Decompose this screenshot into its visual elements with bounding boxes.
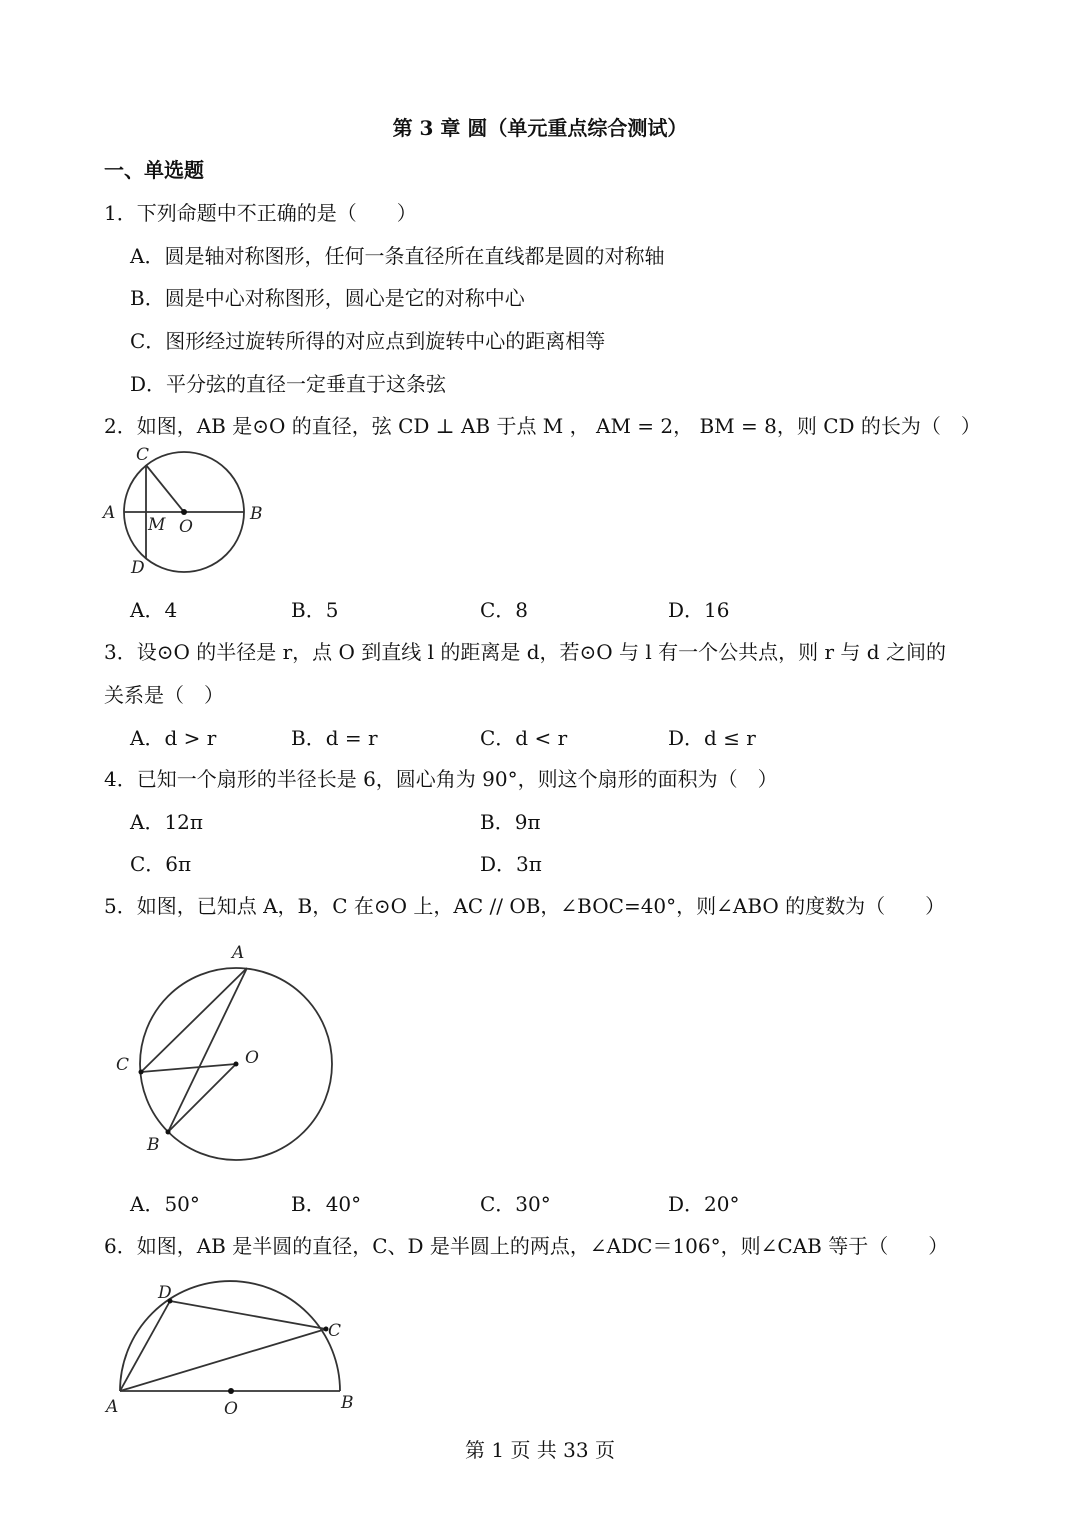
label-b: B [147, 1135, 160, 1155]
question-3-option-b: B．d = r [291, 726, 378, 750]
segment-ob [168, 1064, 236, 1132]
question-5-stem: 5．如图，已知点 A，B，C 在⊙O 上，AC // OB，∠BOC=40°，则∠ABO 的度数为（ ） [104, 894, 946, 918]
label-o: O [179, 517, 193, 537]
question-3-option-a: A．d > r [130, 726, 217, 750]
label-c: C [116, 1055, 130, 1075]
label-b: B [341, 1393, 354, 1413]
question-2-stem: 2．如图，AB 是⊙O 的直径，弦 CD ⊥ AB 于点 M ， AM = 2， BM = 8，则 CD 的长为（ ） [104, 414, 981, 438]
label-a: A [103, 503, 116, 523]
question-4-option-a: A．12π [130, 810, 204, 834]
chord-ac [141, 968, 247, 1072]
radius-oc [146, 465, 184, 512]
label-c: C [328, 1321, 342, 1341]
question-2-option-d: D．16 [668, 598, 730, 622]
question-6-stem: 6．如图，AB 是半圆的直径，C、D 是半圆上的两点，∠ADC＝106°，则∠CAB 等于（ ） [104, 1234, 949, 1258]
question-2-option-a: A．4 [130, 598, 178, 622]
question-5-figure [110, 940, 350, 1165]
page-footer: 第 1 页 共 33 页 [465, 1438, 615, 1462]
point-c [139, 1070, 144, 1075]
question-1-option-d: D．平分弦的直径一定垂直于这条弦 [130, 372, 447, 396]
question-3-option-c: C．d < r [480, 726, 568, 750]
segment-oc [141, 1064, 236, 1072]
question-5-option-d: D．20° [668, 1192, 740, 1216]
question-1-option-c: C．图形经过旋转所得的对应点到旋转中心的距离相等 [130, 329, 606, 353]
question-2-option-c: C．8 [480, 598, 529, 622]
question-3-stem-line2: 关系是（ ） [104, 683, 224, 707]
question-5-option-c: C．30° [480, 1192, 551, 1216]
question-1-option-a: A．圆是轴对称图形，任何一条直径所在直线都是圆的对称轴 [130, 244, 665, 268]
chord-ab [168, 968, 247, 1132]
point-o [234, 1062, 239, 1067]
chord-ac [120, 1329, 326, 1391]
question-6-figure [100, 1272, 365, 1422]
section-heading: 一、单选题 [104, 158, 204, 182]
question-3-stem-line1: 3．设⊙O 的半径是 r，点 O 到直线 l 的距离是 d，若⊙O 与 l 有一个公共点，则 r 与 d 之间的 [104, 640, 946, 664]
question-4-stem: 4．已知一个扇形的半径长是 6，圆心角为 90°，则这个扇形的面积为（ ） [104, 767, 778, 791]
label-o: O [224, 1399, 238, 1419]
label-a: A [106, 1397, 119, 1417]
question-5-option-b: B．40° [291, 1192, 362, 1216]
point-b [166, 1130, 171, 1135]
question-2-figure [100, 442, 270, 582]
label-d: D [131, 558, 145, 578]
question-5-option-a: A．50° [130, 1192, 200, 1216]
center-point [181, 509, 187, 515]
label-b: B [250, 504, 263, 524]
question-1-option-b: B．圆是中心对称图形，圆心是它的对称中心 [130, 286, 525, 310]
question-4-option-c: C．6π [130, 852, 192, 876]
label-a: A [232, 943, 245, 963]
point-o [228, 1388, 234, 1394]
question-1-stem: 1．下列命题中不正确的是（ ） [104, 201, 417, 225]
label-d: D [158, 1283, 172, 1303]
label-m: M [148, 515, 166, 535]
semicircle-arc [120, 1281, 340, 1391]
label-o: O [245, 1048, 259, 1068]
question-2-option-b: B．5 [291, 598, 339, 622]
page-title: 第 3 章 圆（单元重点综合测试） [392, 116, 688, 140]
question-3-option-d: D．d ≤ r [668, 726, 756, 750]
question-4-option-d: D．3π [480, 852, 542, 876]
label-c: C [136, 445, 150, 465]
question-4-option-b: B．9π [480, 810, 541, 834]
chord-dc [170, 1301, 326, 1329]
